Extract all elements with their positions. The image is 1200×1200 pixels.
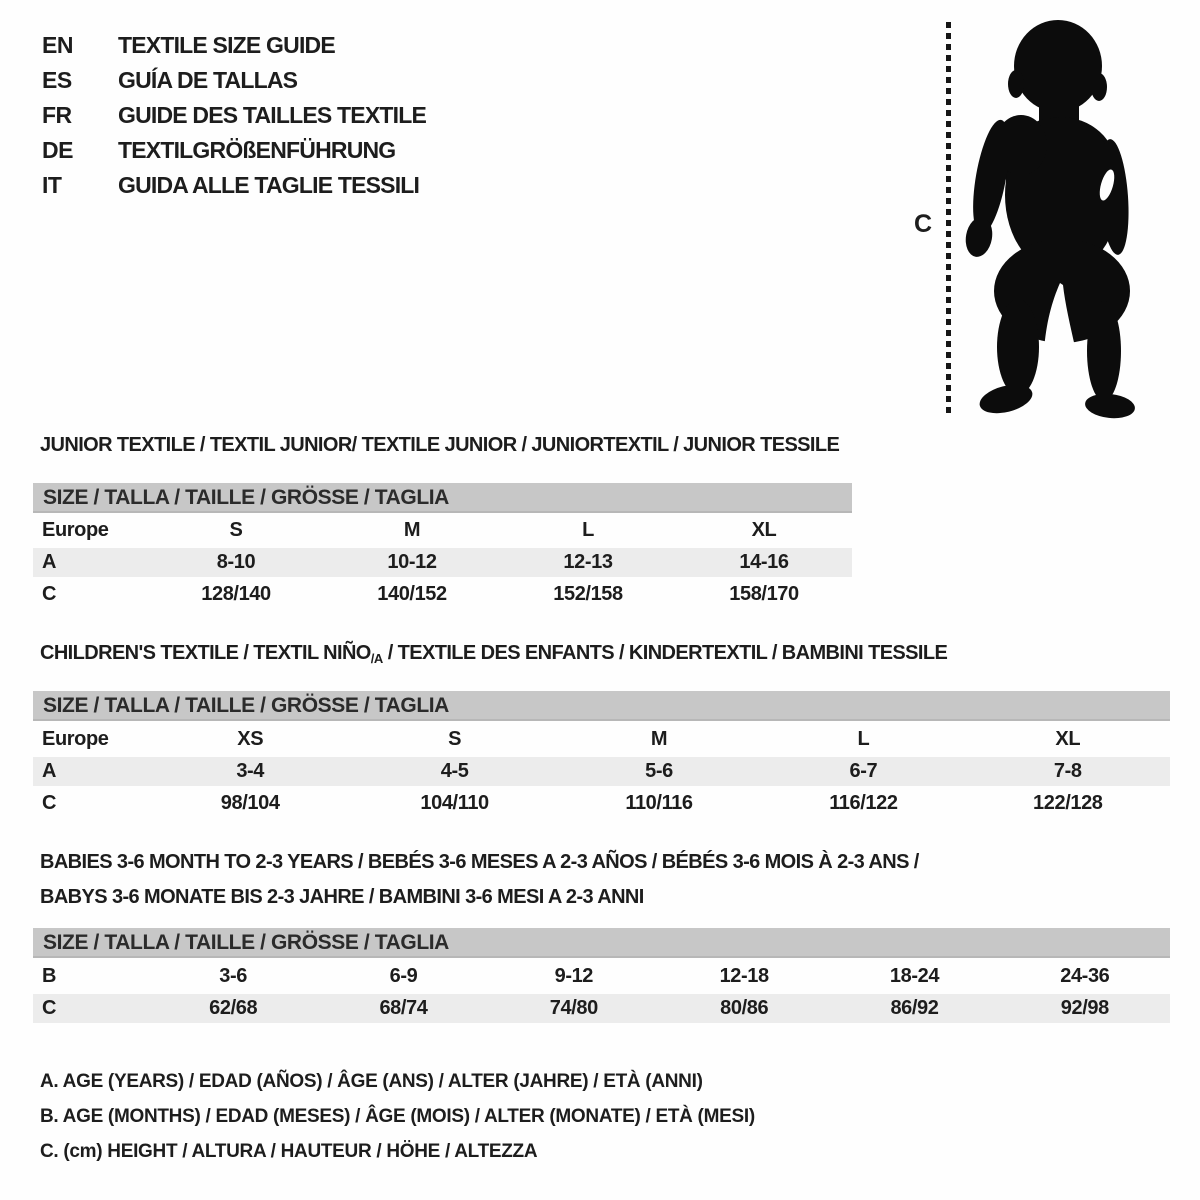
row-label: A: [42, 760, 57, 782]
age-months-value: 3-6: [219, 964, 248, 987]
guide-title-de: TEXTILGRÖßENFÜHRUNG: [118, 137, 396, 163]
language-row-fr: [42, 98, 426, 133]
size-col-header: XL: [751, 519, 777, 541]
guide-title-en: TEXTILE SIZE GUIDE: [118, 32, 335, 58]
height-value: 158/170: [729, 582, 799, 605]
language-code: IT: [42, 172, 62, 198]
language-row-de: [42, 133, 426, 168]
table-row-region-sizes: [33, 513, 852, 548]
size-col-header: S: [448, 727, 462, 750]
language-code: DE: [42, 137, 73, 163]
age-value: 3-4: [236, 760, 265, 782]
height-value: 98/104: [220, 792, 280, 814]
row-label: C: [42, 582, 57, 605]
children-title-suffix: / TEXTILE DES ENFANTS / KINDERTEXTIL / BAMBINI TESSILE: [382, 642, 948, 664]
table-row-height: [33, 994, 1170, 1023]
language-row-es: [42, 63, 426, 98]
language-row-it: [42, 168, 426, 203]
height-value: 104/110: [420, 792, 489, 814]
row-label: C: [42, 792, 57, 814]
table-row-age: [33, 757, 1170, 786]
row-label: C: [42, 997, 57, 1019]
children-size-table: [33, 691, 1170, 821]
height-value: 116/122: [829, 792, 898, 814]
height-value: 80/86: [720, 997, 769, 1019]
junior-section-title: JUNIOR TEXTILE / TEXTIL JUNIOR/ TEXTILE JUNIOR / JUNIORTEXTIL / JUNIOR TESSILE: [40, 434, 840, 456]
size-col-header: S: [229, 519, 243, 541]
row-label: B: [42, 964, 57, 987]
height-value: 68/74: [379, 997, 428, 1019]
size-header-bar: SIZE / TALLA / TAILLE / GRÖSSE / TAGLIA: [33, 691, 1170, 721]
height-value: 92/98: [1060, 997, 1109, 1019]
language-code: EN: [42, 32, 73, 58]
age-value: 10-12: [387, 551, 437, 573]
size-col-header: XS: [237, 727, 264, 750]
height-value: 74/80: [549, 997, 598, 1019]
language-code: ES: [42, 67, 72, 93]
guide-title-fr: GUIDE DES TAILLES TEXTILE: [118, 102, 426, 128]
height-value: 122/128: [1033, 792, 1103, 814]
size-col-header: L: [857, 727, 870, 750]
age-months-value: 9-12: [554, 964, 594, 987]
guide-title-es: GUÍA DE TALLAS: [118, 67, 298, 93]
height-value: 140/152: [377, 582, 447, 605]
size-header-bar: SIZE / TALLA / TAILLE / GRÖSSE / TAGLIA: [33, 483, 852, 513]
height-value: 110/116: [625, 792, 693, 814]
age-value: 14-16: [739, 551, 789, 573]
table-row-region-sizes: [33, 721, 1170, 757]
legend-line-a: A. AGE (YEARS) / EDAD (AÑOS) / ÂGE (ANS) / ALTER (JAHRE) / ETÀ (ANNI): [40, 1070, 703, 1092]
children-title-subscript: /A: [370, 651, 383, 666]
children-title-prefix: CHILDREN'S TEXTILE / TEXTIL NIÑO: [40, 642, 371, 664]
height-value: 62/68: [209, 997, 258, 1019]
age-value: 7-8: [1053, 760, 1082, 782]
table-row-age-months: [33, 958, 1170, 994]
toddler-silhouette-icon: [963, 15, 1143, 425]
size-col-header: L: [582, 519, 594, 541]
junior-size-table: [33, 483, 852, 611]
age-value: 6-7: [849, 760, 878, 782]
region-label: Europe: [42, 727, 109, 750]
age-months-value: 18-24: [889, 964, 940, 987]
size-col-header: M: [403, 519, 421, 541]
language-title-list: [42, 28, 426, 203]
legend-line-c: C. (cm) HEIGHT / ALTURA / HAUTEUR / HÖHE / ALTEZZA: [40, 1140, 538, 1162]
age-value: 4-5: [440, 760, 469, 782]
legend-line-b: B. AGE (MONTHS) / EDAD (MESES) / ÂGE (MOIS) / ALTER (MONATE) / ETÀ (MESI): [40, 1105, 755, 1127]
age-value: 8-10: [216, 551, 256, 573]
table-row-age: [33, 548, 852, 577]
height-measure-label: C: [913, 210, 933, 238]
size-col-header: M: [650, 727, 668, 750]
age-months-value: 6-9: [389, 964, 418, 987]
size-header-bar: SIZE / TALLA / TAILLE / GRÖSSE / TAGLIA: [33, 928, 1170, 958]
height-value: 86/92: [890, 997, 939, 1019]
row-label: A: [42, 551, 57, 573]
babies-section-title-line2: BABYS 3-6 MONATE BIS 2-3 JAHRE / BAMBINI 3-6 MESI A 2-3 ANNI: [40, 886, 644, 908]
babies-section-title-line1: BABIES 3-6 MONTH TO 2-3 YEARS / BEBÉS 3-6 MESES A 2-3 AÑOS / BÉBÉS 3-6 MOIS À 2-3 ANS /: [40, 851, 919, 873]
region-label: Europe: [42, 519, 109, 541]
height-value: 128/140: [201, 582, 271, 605]
age-value: 12-13: [563, 551, 613, 573]
height-measure-dashed-line: [946, 22, 951, 415]
guide-title-it: GUIDA ALLE TAGLIE TESSILI: [118, 172, 420, 198]
babies-size-table: [33, 928, 1170, 1023]
height-value: 152/158: [553, 582, 623, 605]
language-code: FR: [42, 102, 72, 128]
age-months-value: 24-36: [1060, 964, 1110, 987]
size-col-header: XL: [1055, 727, 1081, 750]
measurement-legend: [40, 1064, 755, 1169]
children-section-title: [40, 642, 947, 666]
table-row-height: [33, 577, 852, 611]
age-value: 5-6: [645, 760, 673, 782]
language-row-en: [42, 28, 426, 63]
table-row-height: [33, 786, 1170, 821]
age-months-value: 12-18: [719, 964, 769, 987]
